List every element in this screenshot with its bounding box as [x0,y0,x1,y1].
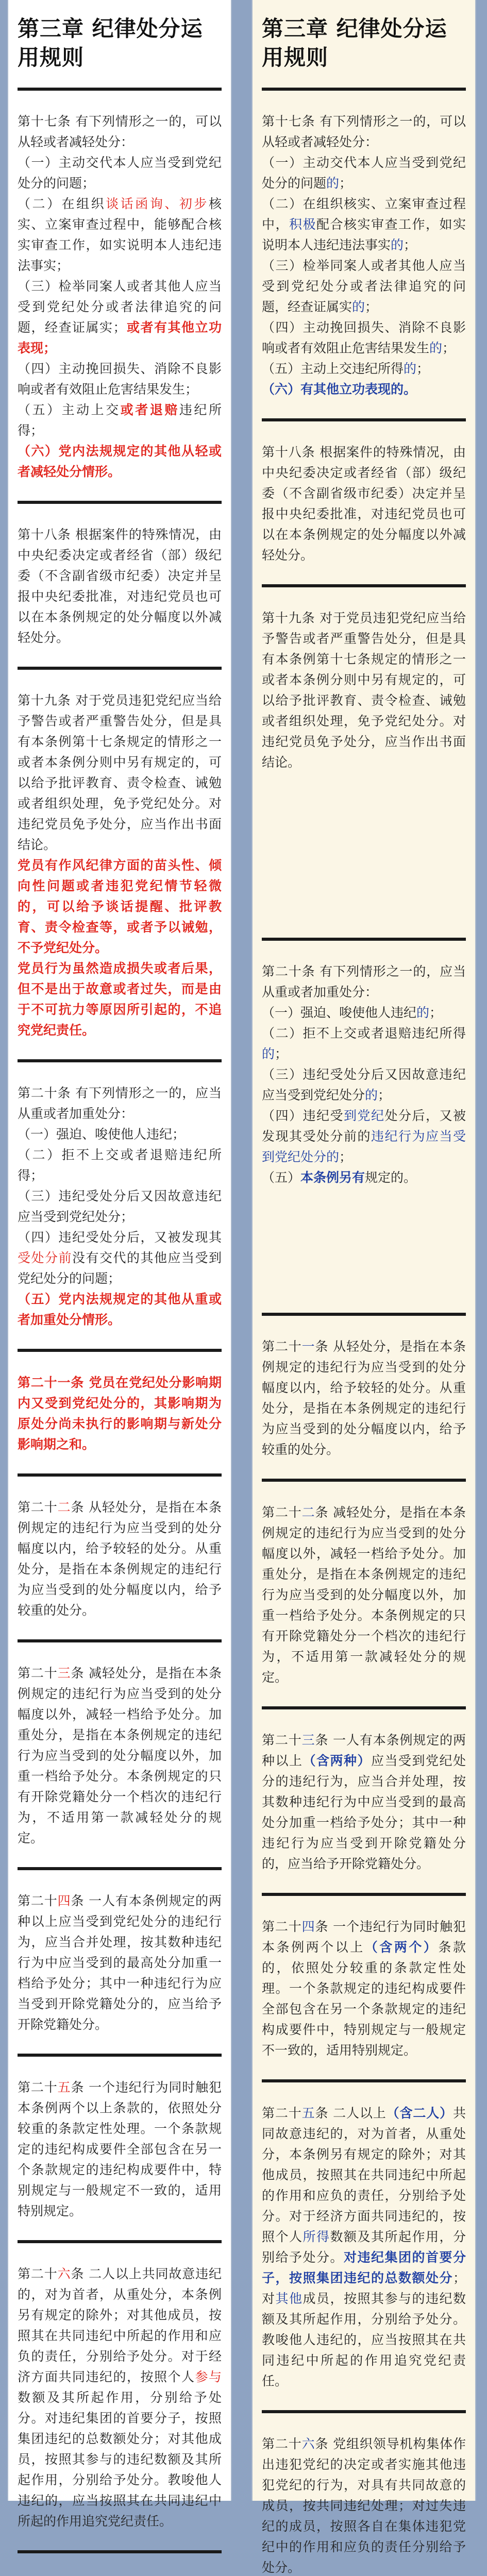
right-a24-num-blue: 四 [301,1919,315,1934]
right-a17-item3-a: （三）检举同案人或者其他人应当受到党纪处分或者法律追究的问题，经查证属实 [262,258,466,314]
left-a20-item4-red: 受处分前 [18,1250,72,1265]
left-a27-text [18,2574,222,2576]
right-a17-item2-c: 配合核实审查工作，如实说明本人违纪违法事实 [262,217,466,252]
right-a20-item2: （二）拒不上交或者退赔违纪所得的； [262,1026,466,1061]
left-a17-item2-a: （二）在组织 [18,196,106,211]
right-a21-text [262,1336,466,1460]
right-a17-item1-a: （一）主动交代本人应当受到党纪处分的问题 [262,155,466,191]
right-a25-blue-note: （含二人） [386,2106,453,2121]
left-a17-item4: （四）主动挽回损失、消除不良影响或者有效阻止危害结果发生； [18,361,222,397]
right-a20-item5 [262,1167,466,1188]
right-a20-item5-blue: 本条例另有 [300,1170,365,1185]
right-a20-item5-a: （五） [262,1170,301,1185]
right-a23-num-a: 第二十 [262,1733,302,1748]
left-a20-item4-a: （四）违纪受处分后，又被发现其 [18,1230,222,1245]
left-a19-para2: 党员有作风纪律方面的苗头性、倾向性问题或者违犯党纪情节轻微的，可以给予谈话提醒、批评教育、责令检查等，或者予以诫勉，不予党纪处分。 [18,858,222,955]
right-a25-num-a: 第二十 [262,2106,302,2121]
left-a20-item3: （三）违纪受处分后又因故意违纪应当受到党纪处分； [18,1189,222,1224]
right-a20-item3: （三）违纪受处分后又因故意违纪应当受到党纪处分的； [262,1067,466,1103]
left-chapter-title: 第三章 纪律处分运用规则 [18,0,222,91]
right-article-19 [262,587,466,941]
right-a25-body-d: ；对 [262,2270,466,2306]
left-a25-num-a: 第二十 [18,2080,58,2095]
left-article-26 [18,2243,222,2553]
right-a17-item6: （六）有其他立功表现的。 [262,382,417,397]
left-a23-body: 条 减轻处分，是指在本条例规定的违纪行为应当受到的处分幅度以外，减轻一档给予处分。加重处分，是指在本条例规定的违纪行为应当受到的处分幅度以外，加重一档给予处分。本条例规定的只有开除党籍处分一个档次的违纪行为，不适用第一款减轻处分的规定。 [18,1666,222,1845]
right-a21-num-blue: 一 [301,1339,315,1354]
right-a25-num-blue: 五 [301,2106,315,2121]
left-article-27 [18,2553,222,2576]
left-a20-item4 [18,1227,222,1289]
left-a17-item6: （六）党内法规规定的其他从轻或者减轻处分情形。 [18,444,222,479]
left-a25-num-red: 五 [57,2080,71,2095]
right-a17-item5-blue: 的 [404,361,417,376]
right-a20-item3-blue: 的 [365,1088,378,1103]
right-a22-text [262,1502,466,1688]
right-a20-item1-a: （一）强迫、唆使他人违纪 [262,1005,417,1020]
left-article-23 [18,1642,222,1870]
right-a24-num-a: 第二十 [262,1919,302,1934]
right-a20-item4-c: 处分后，又被发现其受处分前的 [262,1108,466,1144]
right-a26-text [262,2434,466,2576]
left-a17-item2-red: 谈话函询、初步 [106,196,209,211]
right-column [251,0,476,2575]
left-a26-num-a: 第二十 [18,2266,58,2281]
left-a23-text [18,1663,222,1849]
right-a23-blue-note: （含两种） [303,1753,371,1768]
right-article-24 [262,1896,466,2082]
right-a17-item4: （四）主动挽回损失、消除不良影响或者有效阻止危害结果发生的； [262,320,466,355]
left-a17-item5-c: 违纪所得； [18,402,222,438]
left-a19-para3: 党员行为虽然造成损失或者后果，但不是出于故意或者过失，而是由于不可抗力等原因所引起的，不追究党纪责任。 [18,961,222,1038]
left-a26-text [18,2264,222,2532]
right-a20-item2-a: （二）拒不上交或者退赔违纪所得 [262,1026,466,1041]
right-a25-blue-word: 所得 [303,2229,330,2244]
left-a26-red-word: 参与 [195,2369,222,2384]
right-article-20 [262,941,466,1316]
left-a26-body-a: 条 二人以上共同故意违纪的，对为首者，从重处分，本条例另有规定的除外；对其他成员，按照其在共同违纪中所起的作用和应负的责任，分别给予处分。对于经济方面共同违纪的，按照个人 [18,2266,222,2384]
left-column [7,0,232,2529]
right-a24-body-b: 条款的，依照处分较重的条款定性处理。一个条款规定的违纪构成要件全部包含在另一个条款规定的违纪构成要件中，特别规定与一般规定不一致的，适用特别规定。 [262,1940,466,2058]
left-article-18 [18,504,222,670]
right-a17-item5: （五）主动上交违纪所得的； [262,361,430,376]
left-article-19 [18,670,222,1062]
left-a21-text: 第二十一条 党员在党纪处分影响期内又受到党纪处分的，其影响期为原处分尚未执行的影响期与新处分影响期之和。 [18,1375,222,1452]
left-a23-num-red: 三 [57,1666,71,1681]
left-a19-text: 第十九条 对于党员违犯党纪应当给予警告或者严重警告处分，但是具有本条例第十七条规定的情形之一或者本条例分则中另有规定的，可以给予批评教育、责令检查、诫勉或者组织处理，免予党纪处分。对违纪党员免予处分，应当作出书面结论。 [18,693,222,852]
left-a17-item2-c: 核实、立案审查过程中，能够配合核实审查工作，如实说明本人违纪违法事实； [18,196,222,273]
right-a20-item1-blue: 的 [416,1005,430,1020]
left-a17-item5 [18,400,222,441]
left-article-17 [18,91,222,504]
right-a17-item2-blue2: 的 [391,238,404,252]
left-a23-num-a: 第二十 [18,1666,58,1681]
right-a17-item3: （三）检举同案人或者其他人应当受到党纪处分或者法律追究的问题，经查证属实的； [262,258,466,314]
right-a25-text [262,2103,466,2392]
left-a20-item4-c: 没有交代的其他应当受到党纪处分的问题； [18,1250,222,1286]
left-a22-num-red: 二 [57,1500,71,1515]
right-a20-item2-blue: 的 [262,1046,275,1061]
right-a23-body-a: 条 一人有本条例规定的两种以上 [262,1733,466,1768]
right-a17-item2-a: （二）在组织核实、立案审查过程中， [262,196,466,232]
left-a22-text [18,1497,222,1621]
left-a20-item1: （一）强迫、唆使他人违纪； [18,1127,186,1142]
left-a17-item3 [18,276,222,359]
right-a20-item4-a: （四）违纪受 [262,1108,344,1123]
right-a23-text [262,1730,466,1874]
right-a26-num-a: 第二十 [262,2436,302,2451]
right-a24-text [262,1917,466,2061]
left-a25-body: 条 一个违纪行为同时触犯本条例两个以上条款的，依照处分较重的条款定性处理。一个条款规定的违纪构成要件全部包含在另一个条款规定的违纪构成要件中，特别规定与一般规定不一致的，适用特别规定。 [18,2080,222,2218]
right-a20-item4: （四）违纪受到党纪处分后，又被发现其受处分前的违纪行为应当受到党纪处分的； [262,1108,466,1164]
right-a20-item1: （一）强迫、唆使他人违纪的； [262,1005,443,1020]
left-a22-num-a: 第二十 [18,1500,58,1515]
right-article-17 [262,91,466,421]
right-article-26 [262,2413,466,2576]
right-a17-item4-a: （四）主动挽回损失、消除不良影响或者有效阻止危害结果发生 [262,320,466,355]
right-a26-body: 条 党组织领导机构集体作出违犯党纪的决定或者实施其他违犯党纪的行为，对具有共同故意的成员，按共同违纪处理；对过失违纪的成员，按照各自在集体违犯党纪中的作用和应负的责任分别给予处分。 [262,2436,466,2575]
right-article-21 [262,1316,466,1482]
right-a17-item2-blue: 积极 [289,217,316,232]
left-a26-body-b: 数额及其所起作用，分别给予处分。对违纪集团的首要分子，按照集团违纪的总数额处分；对其他成员，按照其参与的违纪数额及其所起作用，分别给予处分。教唆他人违纪的，应当按照其在共同违纪中所起的作用追究党纪责任。 [18,2390,222,2529]
left-article-24 [18,1870,222,2057]
right-a23-num-blue: 三 [301,1733,315,1748]
right-a22-body: 条 减轻处分，是指在本条例规定的违纪行为应当受到的处分幅度以外，减轻一档给予处分。加重处分，是指在本条例规定的违纪行为应当受到的处分幅度以外，加重一档给予处分。本条例规定的只有开除党籍处分一个档次的违纪行为，不适用第一款减轻处分的规定。 [262,1505,466,1685]
right-a25-blue-sentence: 对违纪集团的首要分子，按照集团违纪的总数额处分 [262,2250,466,2285]
right-a24-blue-note: （含两个） [364,1940,439,1955]
right-a25-blue-word2: 其他 [275,2291,303,2306]
right-article-22 [262,1482,466,1709]
right-article-23 [262,1709,466,1896]
left-a24-num-a: 第二十 [18,1893,58,1908]
right-a24-body-a: 条 一个违纪行为同时触犯本条例两个以上 [262,1919,466,1955]
right-a21-num-a: 第二十 [262,1339,302,1354]
right-a26-num-blue: 六 [301,2436,315,2451]
right-a17-item1: （一）主动交代本人应当受到党纪处分的问题的； [262,155,466,191]
right-a17-intro: 第十七条 有下列情形之一的，可以从轻或者减轻处分： [262,114,466,149]
right-article-25 [262,2082,466,2413]
right-a20-item3-a: （三）违纪受处分后又因故意违纪应当受到党纪处分 [262,1067,466,1103]
left-a22-body: 条 从轻处分，是指在本条例规定的违纪行为应当受到的处分幅度以内，给予较轻的处分。从重处分，是指在本条例规定的违纪行为应当受到的处分幅度以内，给予较重的处分。 [18,1500,222,1618]
right-a25-body-a: 条 二人以上 [315,2106,387,2121]
left-a17-item5-red: 或者退赔 [120,402,179,417]
left-article-22 [18,1477,222,1642]
left-a20-item2: （二）拒不上交或者退赔违纪所得； [18,1147,222,1183]
left-article-25 [18,2057,222,2243]
left-a24-body: 条 一人有本条例规定的两种以上应当受到党纪处分的违纪行为，应当合并处理，按其数种违纪行为中应当受到的最高处分加重一档给予处分；其中一种违纪行为应当受到开除党籍处分的，应当给予开除党籍处分。 [18,1893,222,2032]
right-a20-intro: 第二十条 有下列情形之一的，应当从重或者加重处分： [262,964,466,999]
left-article-21 [18,1352,222,1477]
left-a17-item5-a: （五）主动上交 [18,402,121,417]
left-a26-num-red: 六 [57,2266,71,2281]
right-a19-text: 第十九条 对于党员违犯党纪应当给予警告或者严重警告处分，但是具有本条例第十七条规定的情形之一或者本条例分则中另有规定的，可以给予批评教育、责令检查、诫勉或者组织处理，免予党纪处分。对违纪党员免予处分，应当作出书面结论。 [262,611,466,770]
right-a25-body-f: 教唆他人违纪的，应当按照其在共同违纪中所起的作用追究党纪责任。 [262,2332,466,2388]
right-a17-item4-blue: 的 [429,341,443,355]
right-a23-body-b: 应当受到党纪处分的违纪行为，应当合并处理，按其数种违纪行为中应当受到的最高处分加重一档给予处分；其中一种违纪行为应当受到开除党籍处分的，应当给予开除党籍处分。 [262,1753,466,1871]
left-a20-item5: （五）党内法规规定的其他从重或者加重处分情形。 [18,1292,222,1327]
left-a17-item3-red: 或者有其他立功表现； [18,320,222,355]
right-a18-text: 第十八条 根据案件的特殊情况，由中央纪委决定或者经省（部）级纪委（不含副省级市纪委）决定并呈报中央纪委批准，对违纪党员也可以在本条例规定的处分幅度以外减轻处分。 [262,445,466,563]
right-a17-item2: （二）在组织核实、立案审查过程中，积极配合核实审查工作，如实说明本人违纪违法事实的； [262,196,466,252]
left-a24-num-red: 四 [57,1893,71,1908]
right-a17-item3-blue: 的 [352,299,365,314]
right-a17-item1-blue: 的 [326,176,340,191]
left-a25-text [18,2077,222,2222]
right-a22-num-a: 第二十 [262,1505,302,1520]
right-a20-item4-blue2: 违纪行为应当受到党纪处分的 [262,1129,466,1164]
right-chapter-title: 第三章 纪律处分运用规则 [262,0,466,91]
right-a22-num-blue: 二 [301,1505,315,1520]
left-a17-item3-a: （三）检举同案人或者其他人应当受到党纪处分或者法律追究的问题，经查证属实； [18,279,222,335]
right-a25-body-b: 共同故意违纪的，对为首者，从重处分，本条例另有规定的除外；对其他成员，按照其在共同违纪中所起的作用和应负的责任，分别给予处分。对于经济方面共同违纪的，按照个人 [262,2106,466,2244]
left-a18-text: 第十八条 根据案件的特殊情况，由中央纪委决定或者经省（部）级纪委（不含副省级市纪委）决定并呈报中央纪委批准，对违纪党员也可以在本条例规定的处分幅度以外减轻处分。 [18,527,222,645]
right-a25-body-e: 成员，按照其参与的违纪数额及其所起作用，分别给予处分。 [262,2291,466,2327]
left-article-20 [18,1062,222,1352]
right-article-18 [262,421,466,587]
left-a17-item2 [18,194,222,276]
right-a20-item5-c: 规定的。 [365,1170,417,1185]
right-a17-item5-a: （五）主动上交违纪所得 [262,361,404,376]
right-a25-body-c: 数额及其所起作用，分别给予处分。 [262,2229,466,2265]
left-a20-intro: 第二十条 有下列情形之一的，应当从重或者加重处分： [18,1086,222,1121]
right-a20-item4-blue: 到党纪 [343,1108,385,1123]
right-a21-body: 条 从轻处分，是指在本条例规定的违纪行为应当受到的处分幅度以内，给予较轻的处分。从重处分，是指在本条例规定的违纪行为应当受到的处分幅度以内，给予较重的处分。 [262,1339,466,1457]
left-a17-item1: （一）主动交代本人应当受到党纪处分的问题； [18,155,222,191]
left-a24-text [18,1891,222,2035]
left-a17-intro: 第十七条 有下列情形之一的，可以从轻或者减轻处分： [18,114,222,149]
